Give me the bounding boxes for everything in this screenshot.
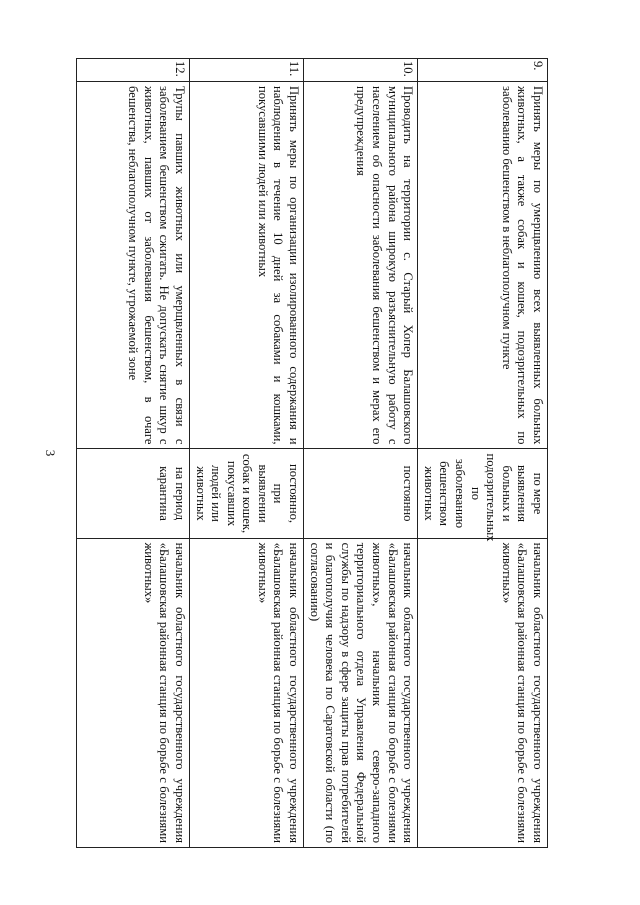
- measure-text: Проводить на территории с. Старый Хопер Балашовского муниципального района широкую разъяснительную работу с населением об опасности заболевания бешенством и мерах его предупреждения: [304, 82, 418, 449]
- row-number: 12.: [76, 59, 189, 82]
- row-number: 11.: [189, 59, 303, 82]
- responsible-text: начальник областного государственного учреждения «Балашовская районная станция по борьбе с болезнями животных»: [418, 538, 548, 847]
- page-number: 3: [43, 449, 58, 457]
- table-row: [189, 59, 303, 848]
- measure-text: Принять меры по организации изолированного содержания и наблюдения в течение 10 дней за собаками и кошками, покусавшими людей или животных: [189, 82, 303, 449]
- table-row: [76, 59, 189, 848]
- measures-table: [76, 58, 548, 848]
- term-text: постоянно, при выявлении собак и кошек, покусавших людей или животных: [189, 449, 303, 538]
- responsible-text: начальник областного государственного учреждения «Балашовская районная станция по борьбе с болезнями животных»: [76, 538, 189, 847]
- responsible-text: начальник областного государственного учреждения «Балашовская районная станция по борьбе с болезнями животных»: [189, 538, 303, 847]
- row-number: 9.: [418, 59, 548, 82]
- term-text: постоянно: [304, 449, 418, 538]
- term-text: по мере выявления больных и подозрительных по заболеванию бешенством животных: [418, 449, 548, 538]
- measures-table-container: [96, 58, 548, 848]
- row-number: 10.: [304, 59, 418, 82]
- table-row: [304, 59, 418, 848]
- measure-text: Трупы павших животных или умерщвленных в связи с заболеванием бешенством сжигать. Не допускать снятие шкур с животных, павших от заболевания бешенством, в очаге бешенства, неблагополучном пункте, угрожаемой зоне: [76, 82, 189, 449]
- measure-text: Принять меры по умерщвлению всех выявленных больных животных, а также собак и кошек, подозрительных по заболеванию бешенством в неблагополучном пункте: [418, 82, 548, 449]
- table-row: [418, 59, 548, 848]
- responsible-text: начальник областного государственного учреждения «Балашовская районная станция по борьбе с болезнями животных», начальник северо-западного территориального отдела Управления Федеральной службы по надзору в сфере защиты прав потребителей и благополучия человека по Саратовской области (по согласованию): [304, 538, 418, 847]
- term-text: на период карантина: [76, 449, 189, 538]
